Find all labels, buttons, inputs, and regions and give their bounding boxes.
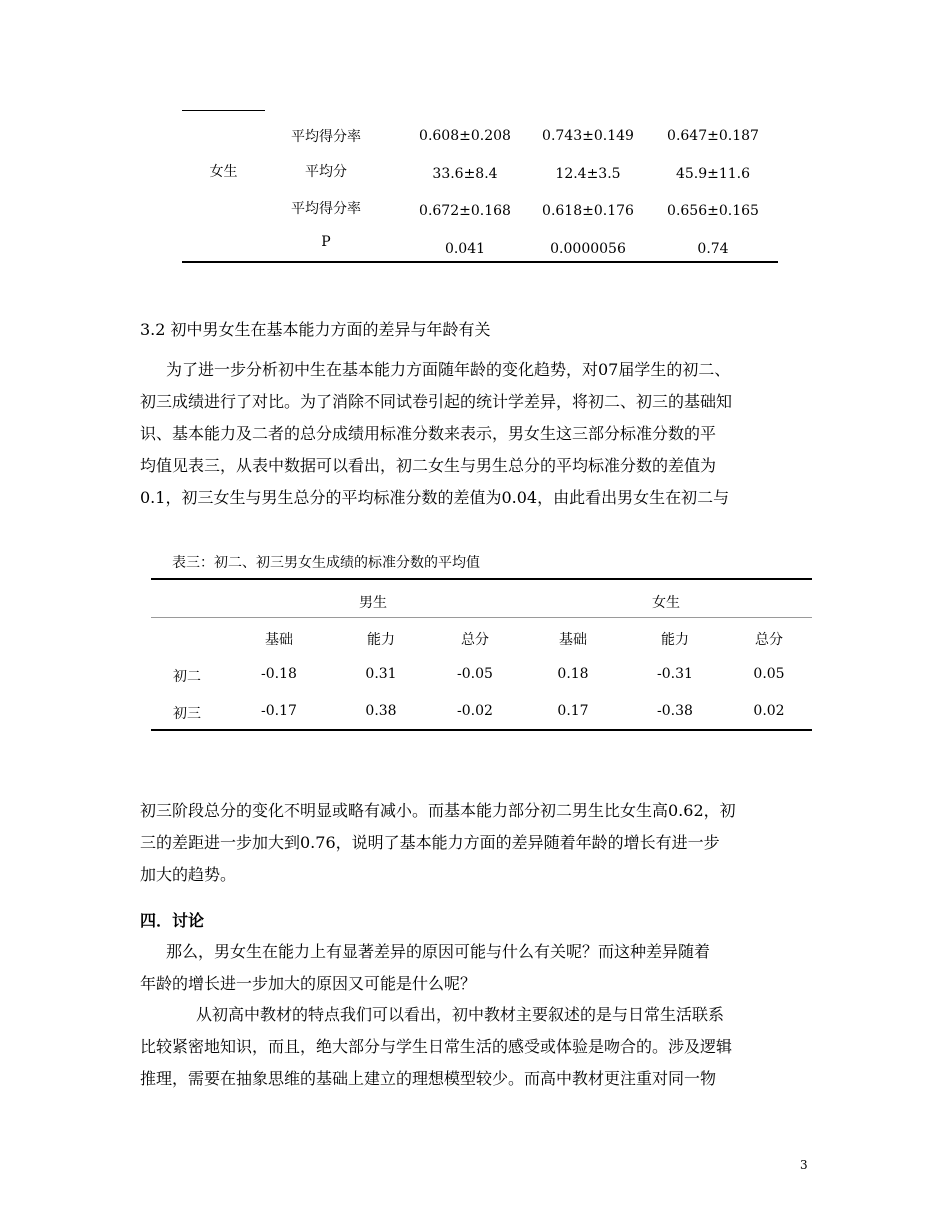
- column-header: 总分: [755, 632, 783, 648]
- paragraph-line: 那么，男女生在能力上有显著差异的原因可能与什么有关呢？而这种差异随着: [166, 942, 711, 961]
- table-top-rule: [151, 578, 812, 580]
- page-number: 3: [800, 1158, 808, 1172]
- table-cell: 0.743±0.149: [542, 128, 634, 144]
- paragraph-line: 均值见表三，从表中数据可以看出，初二女生与男生总分的平均标准分数的差值为: [140, 456, 717, 475]
- row-label: 平均得分率: [291, 129, 361, 145]
- table-cell: -0.18: [261, 666, 297, 682]
- group-label-female: 女生: [209, 164, 238, 180]
- column-header: 基础: [265, 632, 293, 648]
- row-label-p: P: [321, 234, 331, 250]
- table-bottom-rule: [151, 729, 812, 731]
- paragraph-line: 三的差距进一步加大到0.76，说明了基本能力方面的差异随着年龄的增长有进一步: [140, 833, 720, 852]
- table-cell: 0.31: [365, 666, 397, 682]
- table-cell: 0.17: [557, 703, 589, 719]
- paragraph-line: 为了进一步分析初中生在基本能力方面随年龄的变化趋势，对07届学生的初二、: [166, 360, 731, 379]
- paragraph-line: 初三成绩进行了对比。为了消除不同试卷引起的统计学差异，将初二、初三的基础知: [140, 392, 733, 411]
- paragraph-line: 推理，需要在抽象思维的基础上建立的理想模型较少。而高中教材更注重对同一物: [140, 1069, 717, 1088]
- table-cell: 33.6±8.4: [432, 166, 498, 182]
- table-cell: 0.618±0.176: [542, 203, 634, 219]
- table-cell: 12.4±3.5: [555, 166, 621, 182]
- standard-score-table: [151, 578, 812, 733]
- table-cell: 0.05: [753, 666, 785, 682]
- section-heading-4: 四．讨论: [140, 911, 205, 930]
- table-cell: 45.9±11.6: [675, 166, 751, 182]
- row-label-grade-3: 初三: [173, 706, 201, 722]
- paragraph-line: 从初高中教材的特点我们可以看出，初中教材主要叙述的是与日常生活联系: [196, 1005, 725, 1024]
- table-cell: -0.38: [657, 703, 693, 719]
- group-header-male: 男生: [359, 595, 387, 611]
- column-header: 基础: [559, 632, 587, 648]
- row-label: 平均得分率: [291, 201, 361, 217]
- table-cell: 0.608±0.208: [419, 128, 511, 144]
- table-cell: 0.18: [557, 666, 589, 682]
- paragraph-line: 初三阶段总分的变化不明显或略有减小。而基本能力部分初二男生比女生高0.62，初: [140, 801, 736, 820]
- row-label: 平均分: [305, 164, 347, 180]
- paragraph-line: 比较紧密地知识，而且，绝大部分与学生日常生活的感受或体验是吻合的。涉及逻辑: [140, 1037, 733, 1056]
- discussion-paragraph-2: [140, 999, 812, 1095]
- table-cell: 0.672±0.168: [419, 203, 511, 219]
- continuation-paragraph: [140, 795, 812, 891]
- table-cell: 0.38: [365, 703, 397, 719]
- paragraph-line: 0.1，初三女生与男生总分的平均标准分数的差值为0.04，由此看出男女生在初二与: [140, 488, 730, 507]
- table-bottom-rule: [182, 261, 778, 263]
- group-header-female: 女生: [652, 595, 680, 611]
- paragraph-line: 识、基本能力及二者的总分成绩用标准分数来表示，男女生这三部分标准分数的平: [140, 424, 717, 443]
- paragraph-line: 加大的趋势。: [140, 865, 237, 884]
- discussion-paragraph-1: [140, 936, 812, 1000]
- table-cell: 0.0000056: [550, 241, 626, 257]
- table-header-rule: [151, 617, 812, 618]
- table-top-rule: [182, 110, 265, 111]
- table-cell: -0.05: [457, 666, 493, 682]
- column-header: 总分: [461, 632, 489, 648]
- table-cell: -0.02: [457, 703, 493, 719]
- column-header: 能力: [367, 632, 395, 648]
- row-label-grade-2: 初二: [173, 669, 201, 685]
- table-cell: 0.647±0.187: [667, 128, 759, 144]
- table-cell: 0.041: [444, 241, 486, 257]
- column-header: 能力: [661, 632, 689, 648]
- paragraph-line: 年龄的增长进一步加大的原因又可能是什么呢？: [140, 974, 477, 993]
- section-3-2-paragraph: [140, 354, 812, 514]
- table-cell: -0.17: [261, 703, 297, 719]
- table-cell: -0.31: [657, 666, 693, 682]
- table-cell: 0.02: [753, 703, 785, 719]
- table-caption: 表三：初二、初三男女生成绩的标准分数的平均值: [172, 555, 480, 571]
- score-table-continued: [182, 110, 778, 265]
- table-cell: 0.74: [697, 241, 729, 257]
- table-cell: 0.656±0.165: [667, 203, 759, 219]
- section-heading-3-2: 3.2 初中男女生在基本能力方面的差异与年龄有关: [140, 320, 491, 339]
